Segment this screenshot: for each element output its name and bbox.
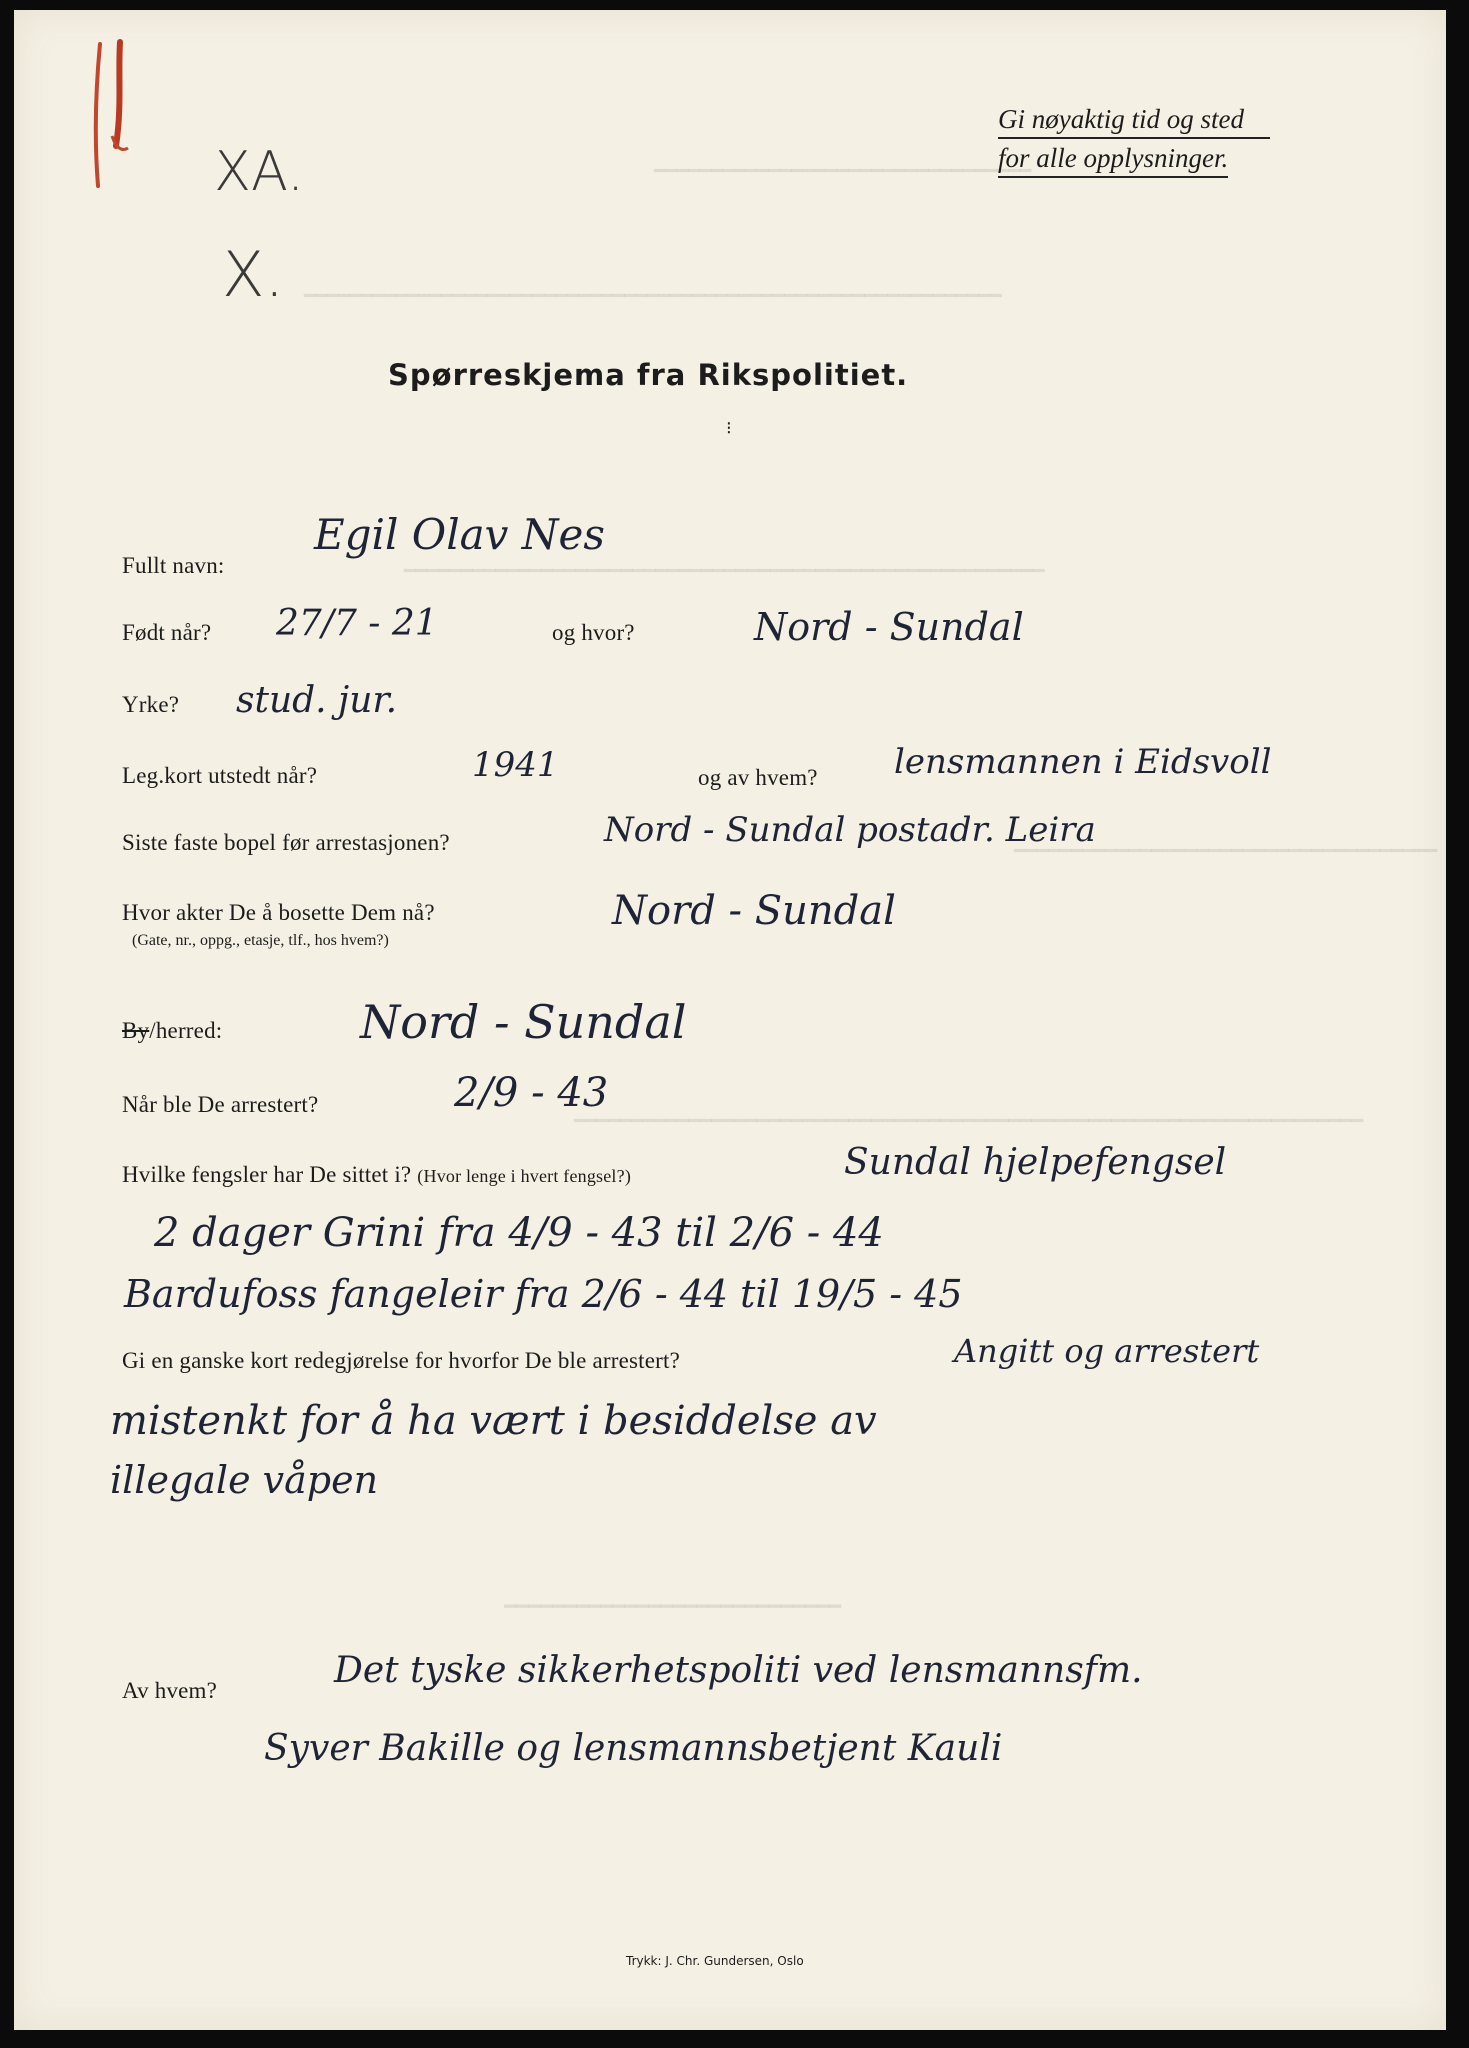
questionnaire-page [14,10,1446,2030]
legkort-value: 1941 [472,745,559,785]
prisons-value-line-2: 2 dager Grini fra 4/9 - 43 til 2/6 - 44 [154,1210,884,1256]
by-whom-label: og av hvem? [698,765,818,790]
municipality-value: Nord - Sundal [360,995,687,1049]
municipality-label [122,1018,222,1044]
arrested-by-value-line-2: Syver Bakille og lensmannsbetjent Kauli [264,1728,1003,1769]
settle-sublabel: (Gate, nr., oppg., etasje, tlf., hos hvem?) [132,932,389,949]
born-value: 27/7 - 21 [276,603,438,644]
page-title: Spørreskjema fra Rikspolitiet. [388,358,909,392]
prisons-label [122,1162,631,1188]
job-value: stud. jur. [236,680,398,721]
residence-label: Siste faste bopel før arrestasjonen? [122,830,450,855]
pencil-mark-x: X. [222,238,285,311]
prisons-value-line-1: Sundal hjelpefengsel [844,1142,1227,1183]
bleed-through-stamp: ━━━━━━━━━━━━━━━━━━━━━━━━━━━━ [504,1596,842,1618]
bleed-through-text: ━━━━━━━━━━━━━━━━━━━━━━━━━━━━━━━━━ [654,161,1032,182]
bleed-through-text: ━━━━━━━━━━━━━━━━━━━━━━━━━━━━━━━━━━━━━━━━━━━━━━━━━━━━━━━━━━━━━━━━━━━━━ [574,1111,1364,1132]
born-label: Født når? [122,620,212,645]
arrested-by-label: Av hvem? [122,1678,218,1703]
reason-value-line-1: Angitt og arrestert [954,1332,1260,1370]
where-label: og hvor? [552,620,635,645]
name-value: Egil Olav Nes [314,510,605,559]
prisons-sublabel: (Hvor lenge i hvert fengsel?) [417,1166,632,1186]
municipality-label-text: /herred: [149,1018,223,1043]
reason-label: Gi en ganske kort redegjørelse for hvorfor De ble arrestert? [122,1348,681,1373]
arrested-value: 2/9 - 43 [454,1070,609,1116]
where-value: Nord - Sundal [754,605,1024,649]
settle-label: Hvor akter De å bosette Dem nå? [122,900,435,925]
job-label: Yrke? [122,692,180,717]
by-whom-value: lensmannen i Eidsvoll [894,742,1272,782]
printer-footer: Trykk: J. Chr. Gundersen, Oslo [626,1954,804,1968]
bleed-through-text: ━━━━━━━━━━━━━━━━━━━━━━━━━━━━━━━━━━━━━━━━━━━━━━━━━━━━━━━━━━━━━ [304,286,1002,307]
arrested-label: Når ble De arrestert? [122,1092,319,1117]
settle-value: Nord - Sundal [612,888,896,934]
bleed-through-text: ━━━━━━━━━━━━━━━━━━━━━━━━━━━━━━━━━━━━━ [1014,841,1438,862]
instruction-line-2: for alle opplysninger. [998,143,1228,178]
prisons-value-line-3: Bardufoss fangeleir fra 2/6 - 44 til 19/5 - 45 [124,1272,963,1316]
legkort-label: Leg.kort utstedt når? [122,763,318,788]
pencil-mark-xa: XA. [214,140,305,203]
red-pencil-mark [82,36,152,196]
arrested-by-value-line-1: Det tyske sikkerhetspoliti ved lensmannsfm. [334,1650,1143,1691]
bleed-through-text: ━━━━━━━━━━━━━━━━━━━━━━━━━━━━━━━━━━━━━━━━━━━━━━━━━━━━━━━━ [404,561,1045,582]
instruction-box [998,104,1270,178]
reason-value-line-3: illegale våpen [110,1458,379,1502]
residence-value: Nord - Sundal postadr. Leira [604,810,1096,850]
name-label: Fullt navn: [122,553,225,578]
reason-value-line-2: mistenkt for å ha vært i besiddelse av [110,1398,877,1444]
municipality-label-struck: By [122,1018,150,1043]
title-dot-mark: ⁝ [726,418,732,438]
prisons-label-main: Hvilke fengsler har De sittet i? [122,1162,412,1187]
instruction-line-1: Gi nøyaktig tid og sted [998,104,1270,139]
